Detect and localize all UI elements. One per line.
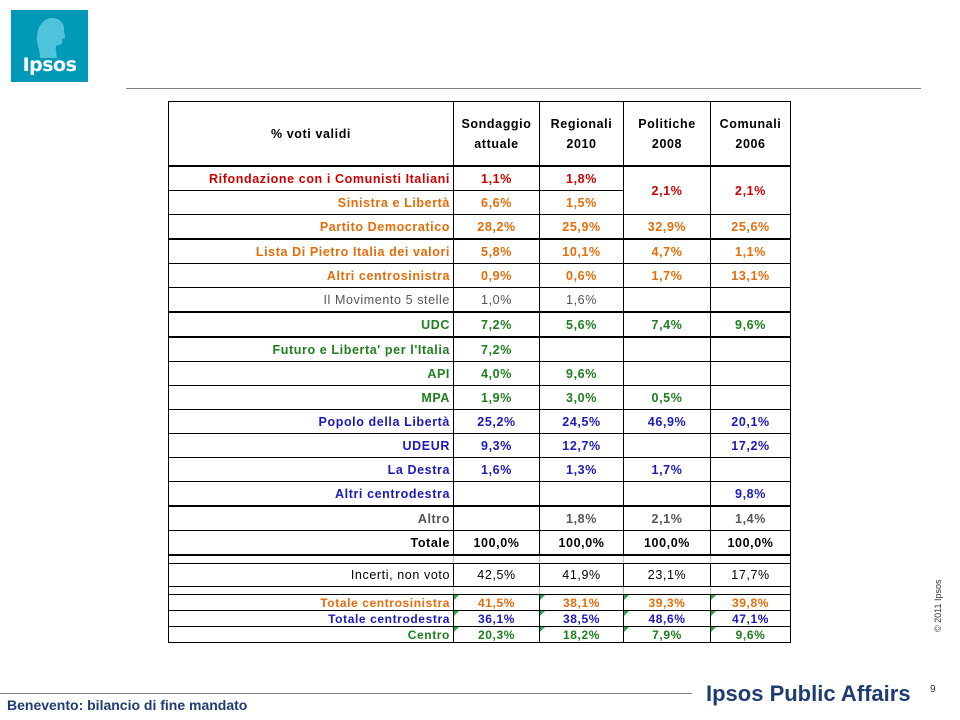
cell <box>711 362 791 386</box>
row-label: UDC <box>169 312 454 337</box>
header-regionali: Regionali 2010 <box>540 102 624 167</box>
row-label: La Destra <box>169 458 454 482</box>
head-silhouette-icon <box>34 14 66 58</box>
logo-text: Ipsos <box>22 54 77 76</box>
cell: 48,6% <box>624 611 711 627</box>
cell: 0,6% <box>540 264 624 288</box>
cell: 41,9% <box>540 564 624 587</box>
cell: 7,4% <box>624 312 711 337</box>
cell <box>624 288 711 313</box>
cell: 1,0% <box>454 288 540 313</box>
cell: 2,1% <box>711 166 791 215</box>
table-row <box>169 506 791 531</box>
cell: 6,6% <box>454 191 540 215</box>
cell: 17,7% <box>711 564 791 587</box>
cell: 20,3% <box>454 627 540 643</box>
cell: 10,1% <box>540 239 624 264</box>
row-label: UDEUR <box>169 434 454 458</box>
row-label: Totale centrosinistra <box>169 595 454 611</box>
cell: 7,2% <box>454 312 540 337</box>
table-row <box>169 312 791 337</box>
table-row-summary <box>169 611 791 627</box>
table-row <box>169 434 791 458</box>
cell: 13,1% <box>711 264 791 288</box>
cell: 41,5% <box>454 595 540 611</box>
cell: 1,8% <box>540 166 624 191</box>
table-header-row <box>169 102 791 167</box>
cell: 5,8% <box>454 239 540 264</box>
table-row <box>169 264 791 288</box>
cell: 9,6% <box>711 627 791 643</box>
cell: 100,0% <box>624 531 711 556</box>
cell: 4,0% <box>454 362 540 386</box>
cell: 9,8% <box>711 482 791 507</box>
cell: 17,2% <box>711 434 791 458</box>
table-row <box>169 410 791 434</box>
cell: 36,1% <box>454 611 540 627</box>
cell: 1,6% <box>454 458 540 482</box>
cell: 5,6% <box>540 312 624 337</box>
table-spacer <box>169 555 791 564</box>
table-row-summary <box>169 595 791 611</box>
cell: 100,0% <box>540 531 624 556</box>
cell: 100,0% <box>454 531 540 556</box>
cell: 12,7% <box>540 434 624 458</box>
page-number: 9 <box>930 684 936 695</box>
cell: 1,6% <box>540 288 624 313</box>
table-row <box>169 458 791 482</box>
results-table <box>168 101 791 643</box>
cell <box>454 506 540 531</box>
cell: 7,9% <box>624 627 711 643</box>
cell: 9,3% <box>454 434 540 458</box>
cell: 100,0% <box>711 531 791 556</box>
cell: 0,9% <box>454 264 540 288</box>
cell <box>624 434 711 458</box>
row-label: Totale <box>169 531 454 556</box>
table-row-summary <box>169 627 791 643</box>
cell <box>711 458 791 482</box>
cell: 1,5% <box>540 191 624 215</box>
cell: 2,1% <box>624 166 711 215</box>
row-label: Partito Democratico <box>169 215 454 240</box>
cell: 9,6% <box>711 312 791 337</box>
table-row <box>169 288 791 313</box>
cell <box>454 482 540 507</box>
cell: 1,7% <box>624 264 711 288</box>
header-sondaggio: Sondaggio attuale <box>454 102 540 167</box>
brand-name: Ipsos Public Affairs <box>706 681 911 706</box>
cell <box>624 362 711 386</box>
row-label: Altri centrosinistra <box>169 264 454 288</box>
cell: 2,1% <box>624 506 711 531</box>
table-row <box>169 482 791 507</box>
cell: 38,1% <box>540 595 624 611</box>
cell <box>624 337 711 362</box>
cell: 20,1% <box>711 410 791 434</box>
header-label: % voti validi <box>169 102 454 167</box>
row-label: API <box>169 362 454 386</box>
cell: 39,8% <box>711 595 791 611</box>
table-row <box>169 362 791 386</box>
cell: 38,5% <box>540 611 624 627</box>
table-row-total <box>169 531 791 556</box>
table-row <box>169 337 791 362</box>
cell: 18,2% <box>540 627 624 643</box>
cell <box>711 386 791 410</box>
cell: 25,6% <box>711 215 791 240</box>
row-label: Centro <box>169 627 454 643</box>
row-label: Incerti, non voto <box>169 564 454 587</box>
row-label: Popolo della Libertà <box>169 410 454 434</box>
top-divider <box>126 88 921 89</box>
row-label: Lista Di Pietro Italia dei valori <box>169 239 454 264</box>
cell: 42,5% <box>454 564 540 587</box>
row-label: Il Movimento 5 stelle <box>169 288 454 313</box>
cell: 46,9% <box>624 410 711 434</box>
cell: 1,1% <box>711 239 791 264</box>
cell: 25,2% <box>454 410 540 434</box>
header-politiche: Politiche 2008 <box>624 102 711 167</box>
cell: 1,9% <box>454 386 540 410</box>
cell: 23,1% <box>624 564 711 587</box>
copyright-notice: © 2011 Ipsos <box>933 579 943 632</box>
cell <box>624 482 711 507</box>
row-label: Altro <box>169 506 454 531</box>
table-row <box>169 215 791 240</box>
cell: 28,2% <box>454 215 540 240</box>
cell <box>711 288 791 313</box>
cell <box>540 482 624 507</box>
cell: 25,9% <box>540 215 624 240</box>
cell: 7,2% <box>454 337 540 362</box>
table-spacer <box>169 587 791 595</box>
header-comunali: Comunali 2006 <box>711 102 791 167</box>
cell <box>711 337 791 362</box>
row-label: Altri centrodestra <box>169 482 454 507</box>
cell: 0,5% <box>624 386 711 410</box>
cell: 9,6% <box>540 362 624 386</box>
ipsos-logo <box>11 10 88 82</box>
row-label: Rifondazione con i Comunisti Italiani <box>169 166 454 191</box>
cell: 24,5% <box>540 410 624 434</box>
cell: 1,1% <box>454 166 540 191</box>
row-label: Futuro e Liberta' per l'Italia <box>169 337 454 362</box>
row-label: MPA <box>169 386 454 410</box>
row-label: Totale centrodestra <box>169 611 454 627</box>
cell: 47,1% <box>711 611 791 627</box>
table-row <box>169 386 791 410</box>
cell: 1,8% <box>540 506 624 531</box>
cell: 39,3% <box>624 595 711 611</box>
cell: 32,9% <box>624 215 711 240</box>
cell: 3,0% <box>540 386 624 410</box>
cell <box>540 337 624 362</box>
cell: 1,3% <box>540 458 624 482</box>
cell: 1,7% <box>624 458 711 482</box>
table-row-incerti <box>169 564 791 587</box>
table-row <box>169 239 791 264</box>
row-label: Sinistra e Libertà <box>169 191 454 215</box>
cell: 1,4% <box>711 506 791 531</box>
cell: 4,7% <box>624 239 711 264</box>
table-row <box>169 166 791 191</box>
footer-title: Benevento: bilancio di fine mandato <box>7 697 248 713</box>
bottom-divider <box>0 693 692 694</box>
